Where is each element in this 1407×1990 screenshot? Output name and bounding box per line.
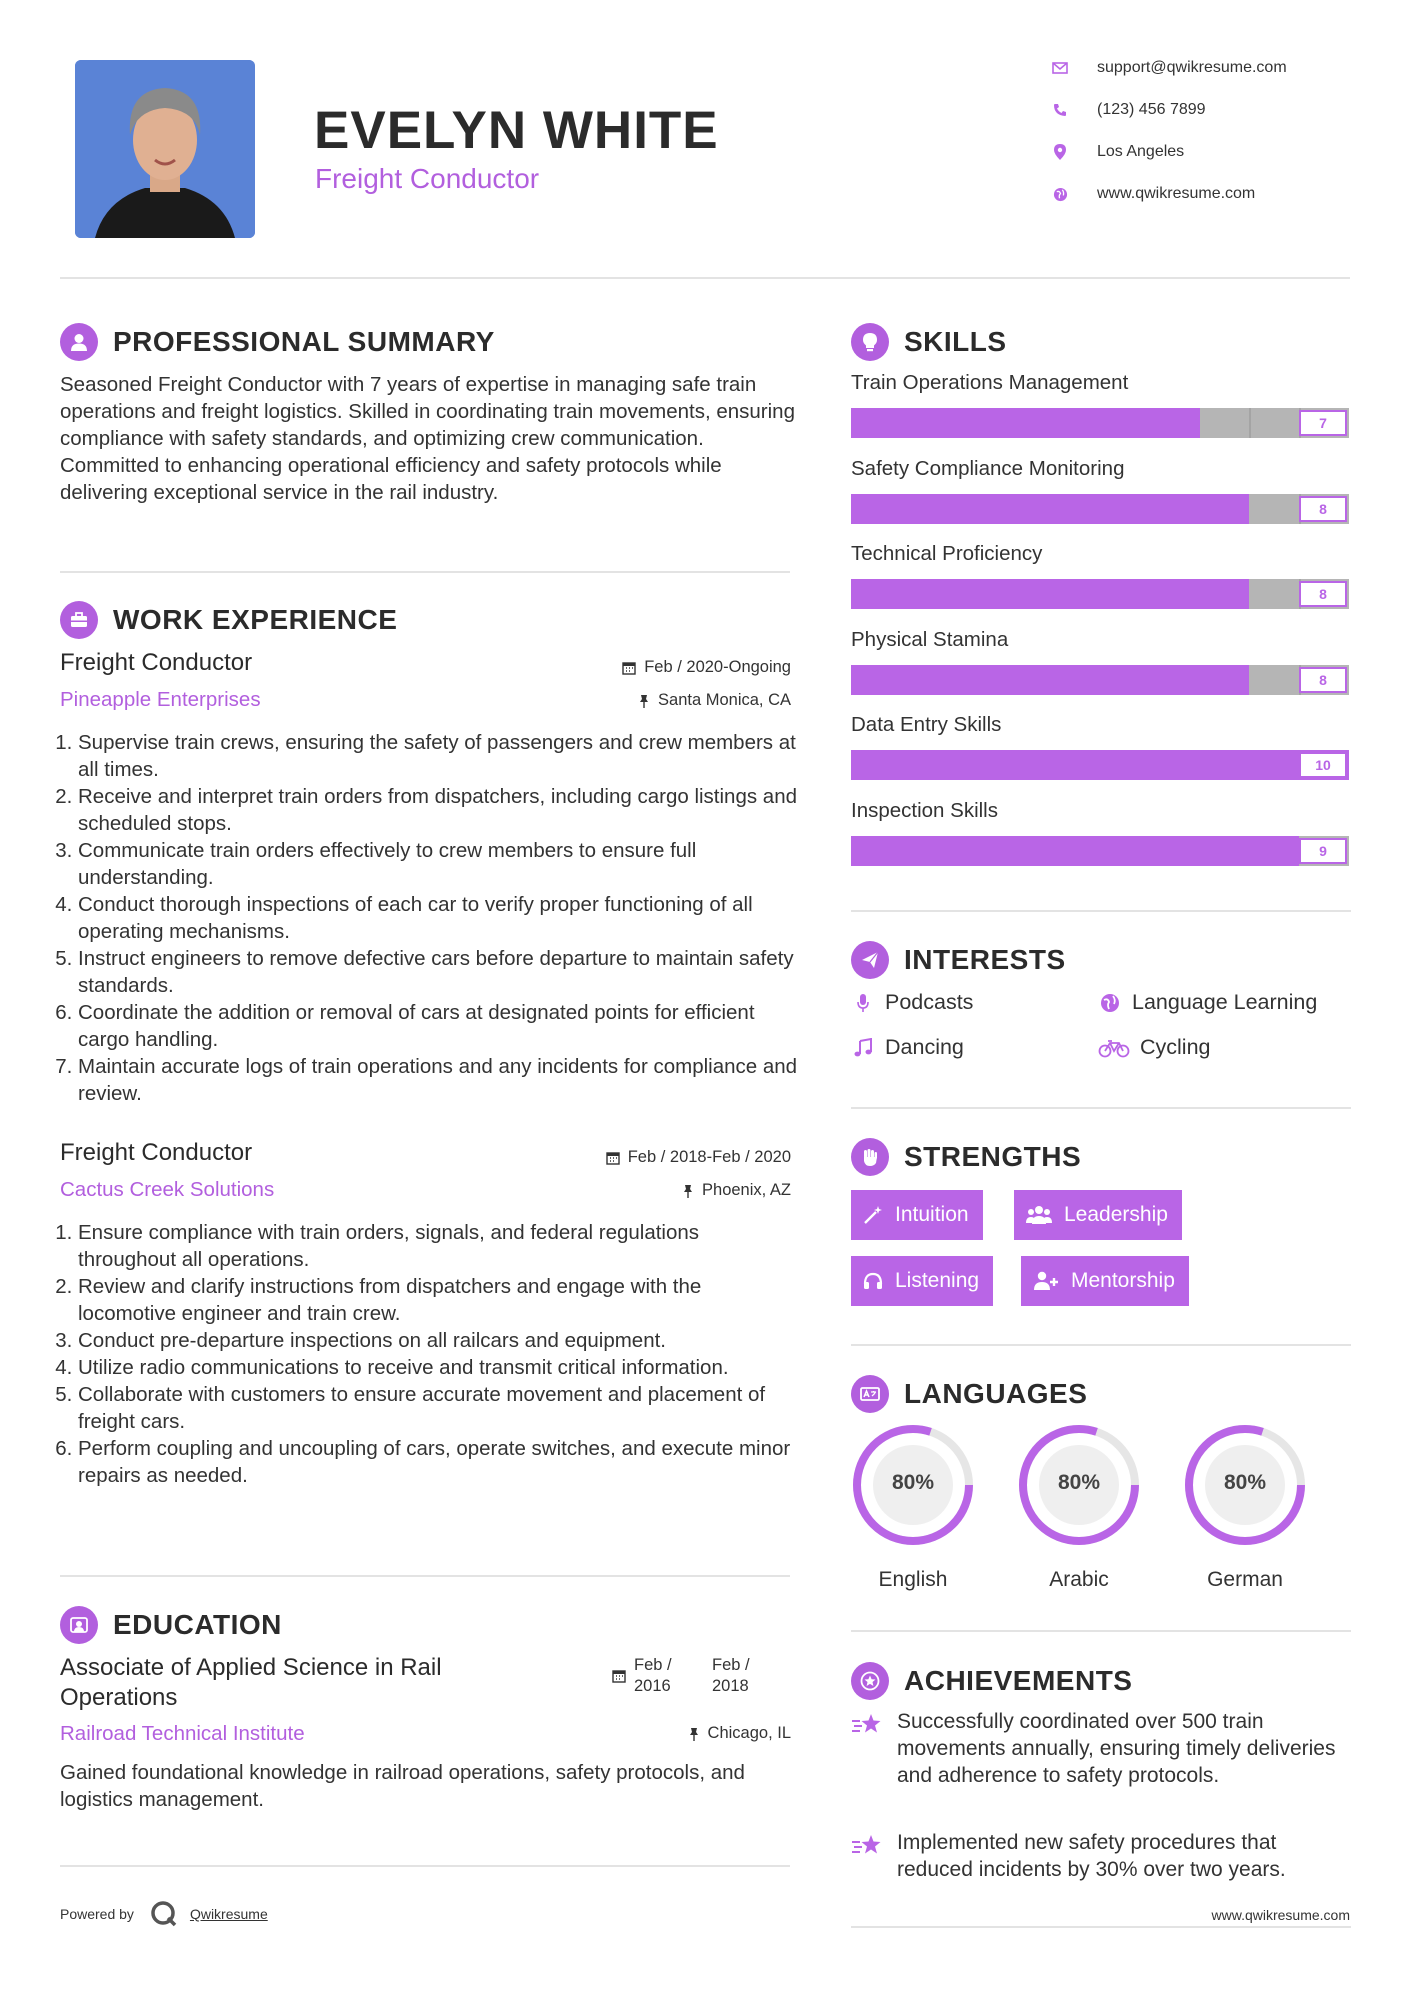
bicycle-icon [1098,1038,1130,1058]
school-name: Railroad Technical Institute [60,1722,305,1745]
skill-score: 10 [1299,752,1347,778]
job-dates [480,658,791,677]
skill-bar [851,408,1349,438]
experience-divider [60,1575,790,1577]
job-dates-text: Feb / 2020-Ongoing [644,658,791,676]
calendar-icon [622,661,636,675]
skill-name: Inspection Skills [851,798,998,822]
skill-score: 8 [1299,496,1347,522]
languages-divider [851,1630,1351,1632]
interest-item-dancing [851,1035,964,1060]
powered-by [60,1900,268,1928]
education-start-date: Feb / 2016 [634,1656,672,1695]
skill-bar-fill [851,408,1200,438]
experience-header [60,601,397,639]
powered-by-text: Powered by [60,1906,134,1922]
job-duties-list [60,729,800,1107]
interests-divider [851,1107,1351,1109]
headphones-icon [863,1271,883,1291]
globe-icon [1050,184,1070,204]
skill-bar-fill [851,579,1249,609]
summary-text: Seasoned Freight Conductor with 7 years of expertise in managing safe train operations and freight logistics. Skilled in coordinating train movements, ensuring compliance with safety standards, and optimizing crew communication. Committed to enhancing operational efficiency and safety protocols while delivering exceptional service in the rail industry. [60,373,795,504]
job-title: Freight Conductor [60,1139,253,1166]
strength-chip-leadership [1014,1190,1182,1240]
strength-label: Listening [895,1269,980,1292]
education-end-date: Feb / 2018 [712,1656,750,1695]
contact-email-text: support@qwikresume.com [1097,59,1287,76]
skill-score: 8 [1299,667,1347,693]
skill-bar-fill [851,750,1349,780]
contact-location-text: Los Angeles [1097,143,1185,160]
achievements-header [851,1662,1132,1700]
qwikresume-link[interactable]: Qwikresume [189,1906,268,1922]
skill-bar [851,579,1349,609]
language-name: English [878,1568,948,1591]
skills-divider [851,910,1351,912]
skill-bar [851,665,1349,695]
interest-item-podcasts [851,990,973,1015]
languages-header [851,1375,1087,1413]
education-divider [60,1865,790,1867]
calendar-icon [606,1151,620,1165]
skill-name: Safety Compliance Monitoring [851,456,1125,480]
strength-chip-listening [851,1256,993,1306]
shooting-star-icon [851,1708,885,1743]
qwikresume-logo-icon [150,1900,178,1928]
shooting-star-icon [851,1829,885,1864]
briefcase-icon [60,601,98,639]
skill-bar-fill [851,494,1249,524]
strengths-divider [851,1344,1351,1346]
job-duties-list [60,1219,800,1489]
list-item: 2. Receive and interpret train orders from dispatchers, including cargo listings and scheduled stops. [78,783,800,837]
user-plus-icon [1033,1271,1059,1291]
interest-item-language-learning [1098,990,1317,1015]
lightbulb-icon [851,323,889,361]
language-card-icon [851,1375,889,1413]
header-divider [60,277,1350,279]
list-item: 6. Perform coupling and uncoupling of cars, operate switches, and execute minor repairs as needed. [78,1435,800,1489]
graduation-icon [60,1606,98,1644]
envelope-icon [1050,58,1070,78]
list-item: 1. Ensure compliance with train orders, signals, and federal regulations throughout all operations. [78,1219,800,1273]
skill-bar-segment [1249,408,1251,438]
achievement-text: Implemented new safety procedures that reduced incidents by 30% over two years. [897,1831,1286,1881]
calendar-icon [612,1669,626,1683]
skill-name: Technical Proficiency [851,542,1043,565]
strength-chip-intuition [851,1190,983,1240]
skill-score: 8 [1299,581,1347,607]
summary-header [60,323,495,361]
job-location [480,1181,791,1200]
pin-icon [682,1184,694,1198]
contact-location [1050,142,1184,162]
interests-heading: INTERESTS [904,944,1066,975]
language-item [1017,1423,1141,1592]
contact-website-text: www.qwikresume.com [1097,185,1256,202]
strength-chip-mentorship [1021,1256,1189,1306]
interest-item-cycling [1098,1035,1211,1060]
list-item: 3. Communicate train orders effectively to crew members to ensure full understanding. [78,837,800,891]
microphone-icon [851,993,875,1013]
achievement-item [851,1829,1347,1883]
languages-heading: LANGUAGES [904,1378,1088,1409]
candidate-name: EVELYN WHITE [314,101,719,160]
footer-divider [851,1926,1351,1928]
music-note-icon [851,1038,875,1058]
skill-bar [851,836,1349,866]
list-item: 4. Conduct thorough inspections of each car to verify proper functioning of all operating mechanisms. [78,891,800,945]
job-location-text: Phoenix, AZ [702,1181,791,1199]
job-location-text: Santa Monica, CA [658,691,791,709]
fist-icon [851,1138,889,1176]
skill-name: Data Entry Skills [851,713,1002,736]
job-dates-text: Feb / 2018-Feb / 2020 [627,1148,791,1166]
contact-email[interactable] [1050,58,1287,78]
education-heading: EDUCATION [113,1609,282,1640]
job-company: Cactus Creek Solutions [60,1178,275,1201]
list-item: 7. Maintain accurate logs of train operations and any incidents for compliance and review. [78,1053,800,1107]
award-star-icon [851,1662,889,1700]
summary-divider [60,571,790,573]
skills-header [851,323,1007,361]
achievement-item [851,1708,1347,1789]
language-percent: 80% [891,1471,935,1494]
achievements-heading: ACHIEVEMENTS [904,1665,1133,1696]
strength-label: Leadership [1064,1203,1168,1226]
skills-heading: SKILLS [904,326,1007,357]
strengths-header [851,1138,1081,1176]
job-dates [480,1148,791,1167]
skill-bar [851,750,1349,780]
profile-photo [75,60,255,238]
skill-bar-fill [851,836,1299,866]
user-icon [60,323,98,361]
interest-label: Cycling [1140,1035,1211,1059]
interests-header [851,941,1066,979]
contact-phone[interactable] [1050,100,1206,120]
job-company: Pineapple Enterprises [60,688,261,711]
interest-label: Podcasts [885,990,974,1014]
skill-score: 9 [1299,838,1347,864]
education-location-text: Chicago, IL [707,1724,791,1742]
list-item: 5. Collaborate with customers to ensure accurate movement and placement of freight cars. [78,1381,800,1435]
list-item: 3. Conduct pre-departure inspections on all railcars and equipment. [78,1327,800,1354]
language-name: German [1207,1568,1283,1591]
users-icon [1026,1205,1052,1225]
experience-heading: WORK EXPERIENCE [113,604,398,635]
map-pin-icon [1050,142,1070,162]
skill-name: Train Operations Management [851,371,1129,394]
education-description: Gained foundational knowledge in railroad operations, safety protocols, and logistics management. [60,1761,745,1811]
education-dates [612,1655,758,1697]
language-item [1183,1423,1307,1592]
skill-name: Physical Stamina [851,627,1009,651]
degree-title: Associate of Applied Science in Rail Operations [60,1654,442,1711]
pin-icon [688,1727,700,1741]
magic-wand-icon [863,1205,883,1225]
skill-bar-fill [851,665,1249,695]
candidate-title: Freight Conductor [315,163,540,194]
contact-phone-text: (123) 456 7899 [1097,101,1206,118]
summary-heading: PROFESSIONAL SUMMARY [113,326,495,357]
paper-plane-icon [851,941,889,979]
interest-label: Dancing [885,1035,964,1059]
list-item: 5. Instruct engineers to remove defective cars before departure to maintain safety standards. [78,945,800,999]
language-item [851,1423,975,1592]
strengths-heading: STRENGTHS [904,1141,1082,1172]
list-item: 6. Coordinate the addition or removal of cars at designated points for efficient cargo handling. [78,999,800,1053]
job-location [480,691,791,710]
skill-score: 7 [1299,410,1347,436]
list-item: 2. Review and clarify instructions from dispatchers and engage with the locomotive engineer and train crew. [78,1273,800,1327]
skill-bar [851,494,1349,524]
interest-label: Language Learning [1132,990,1318,1014]
achievement-text: Successfully coordinated over 500 train movements annually, ensuring timely deliveries and adherence to safety protocols. [897,1710,1336,1787]
language-name: Arabic [1049,1568,1109,1591]
language-percent: 80% [1223,1471,1267,1494]
list-item: 4. Utilize radio communications to receive and transmit critical information. [78,1354,800,1381]
list-item: 1. Supervise train crews, ensuring the safety of passengers and crew members at all times. [78,729,800,783]
strength-label: Mentorship [1071,1269,1175,1292]
phone-icon [1050,100,1070,120]
education-location [480,1724,791,1743]
pin-icon [638,694,650,708]
job-title: Freight Conductor [60,649,253,676]
contact-website[interactable] [1050,184,1255,204]
globe-icon [1098,993,1122,1013]
education-header [60,1606,282,1644]
footer-website[interactable]: www.qwikresume.com [1211,1907,1350,1923]
strength-label: Intuition [895,1203,969,1226]
language-percent: 80% [1057,1471,1101,1494]
